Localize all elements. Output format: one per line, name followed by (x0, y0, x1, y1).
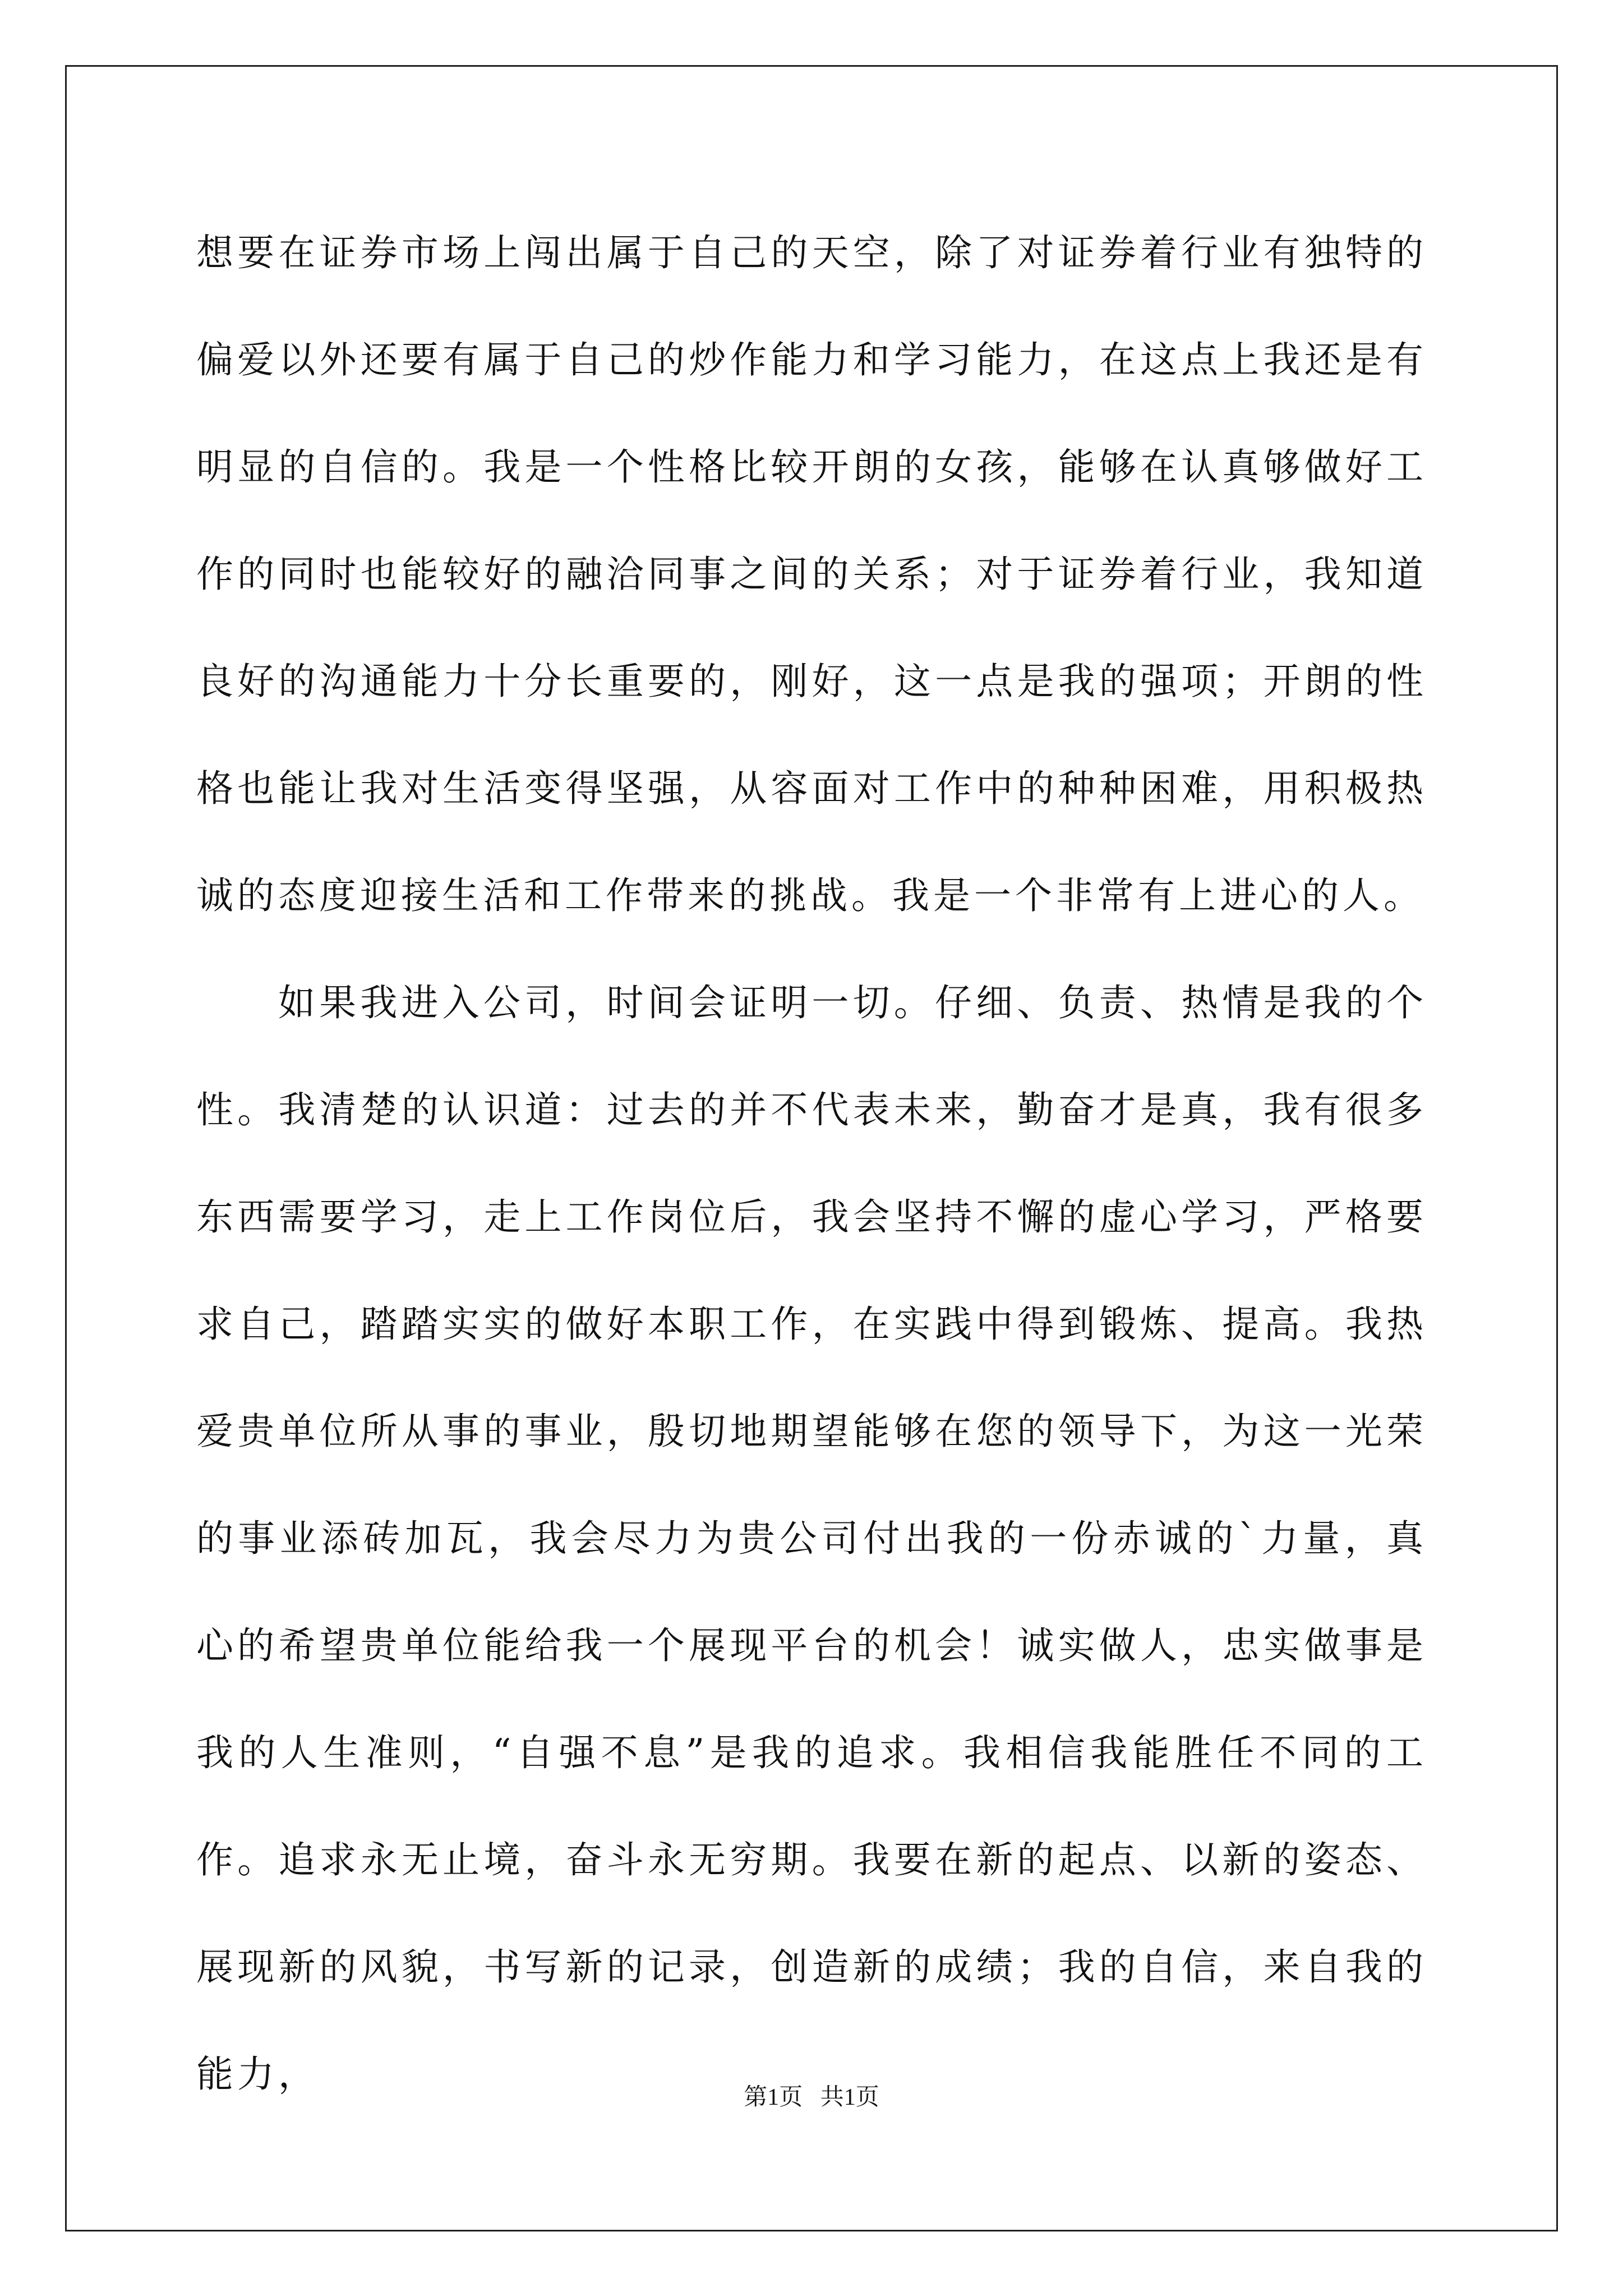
paragraph-1: 想要在证券市场上闯出属于自己的天空，除了对证券着行业有独特的偏爱以外还要有属于自己的炒作能力和学习能力，在这点上我还是有明显的自信的。我是一个性格比较开朗的女孩，能够在认真够做好工作的同时也能较好的融洽同事之间的关系；对于证券着行业，我知道良好的沟通能力十分长重要的，刚好，这一点是我的强项；开朗的性格也能让我对生活变得坚强，从容面对工作中的种种困难，用积极热诚的态度迎接生活和工作带来的挑战。我是一个非常有上进心的人。 (196, 231, 1427, 917)
page-number-label: 第1页 (744, 2085, 803, 2110)
document-body (196, 199, 1427, 2128)
page-total-label: 共1页 (820, 2085, 879, 2110)
page-footer (0, 2078, 1623, 2112)
paragraph-2: 如果我进入公司，时间会证明一切。仔细、负责、热情是我的个性。我清楚的认识道：过去的并不代表未来，勤奋才是真，我有很多东西需要学习，走上工作岗位后，我会坚持不懈的虚心学习，严格要求自己，踏踏实实的做好本职工作，在实践中得到锻炼、提高。我热爱贵单位所从事的事业，殷切地期望能够在您的领导下，为这一光荣的事业添砖加瓦，我会尽力为贵公司付出我的一份赤诚的`力量，真心的希望贵单位能给我一个展现平台的机会！诚实做人，忠实做事是我的人生准则，“自强不息”是我的追求。我相信我能胜任不同的工作。追求永无止境，奋斗永无穷期。我要在新的起点、以新的姿态、展现新的风貌，书写新的记录，创造新的成绩；我的自信，来自我的能力， (196, 981, 1427, 2096)
